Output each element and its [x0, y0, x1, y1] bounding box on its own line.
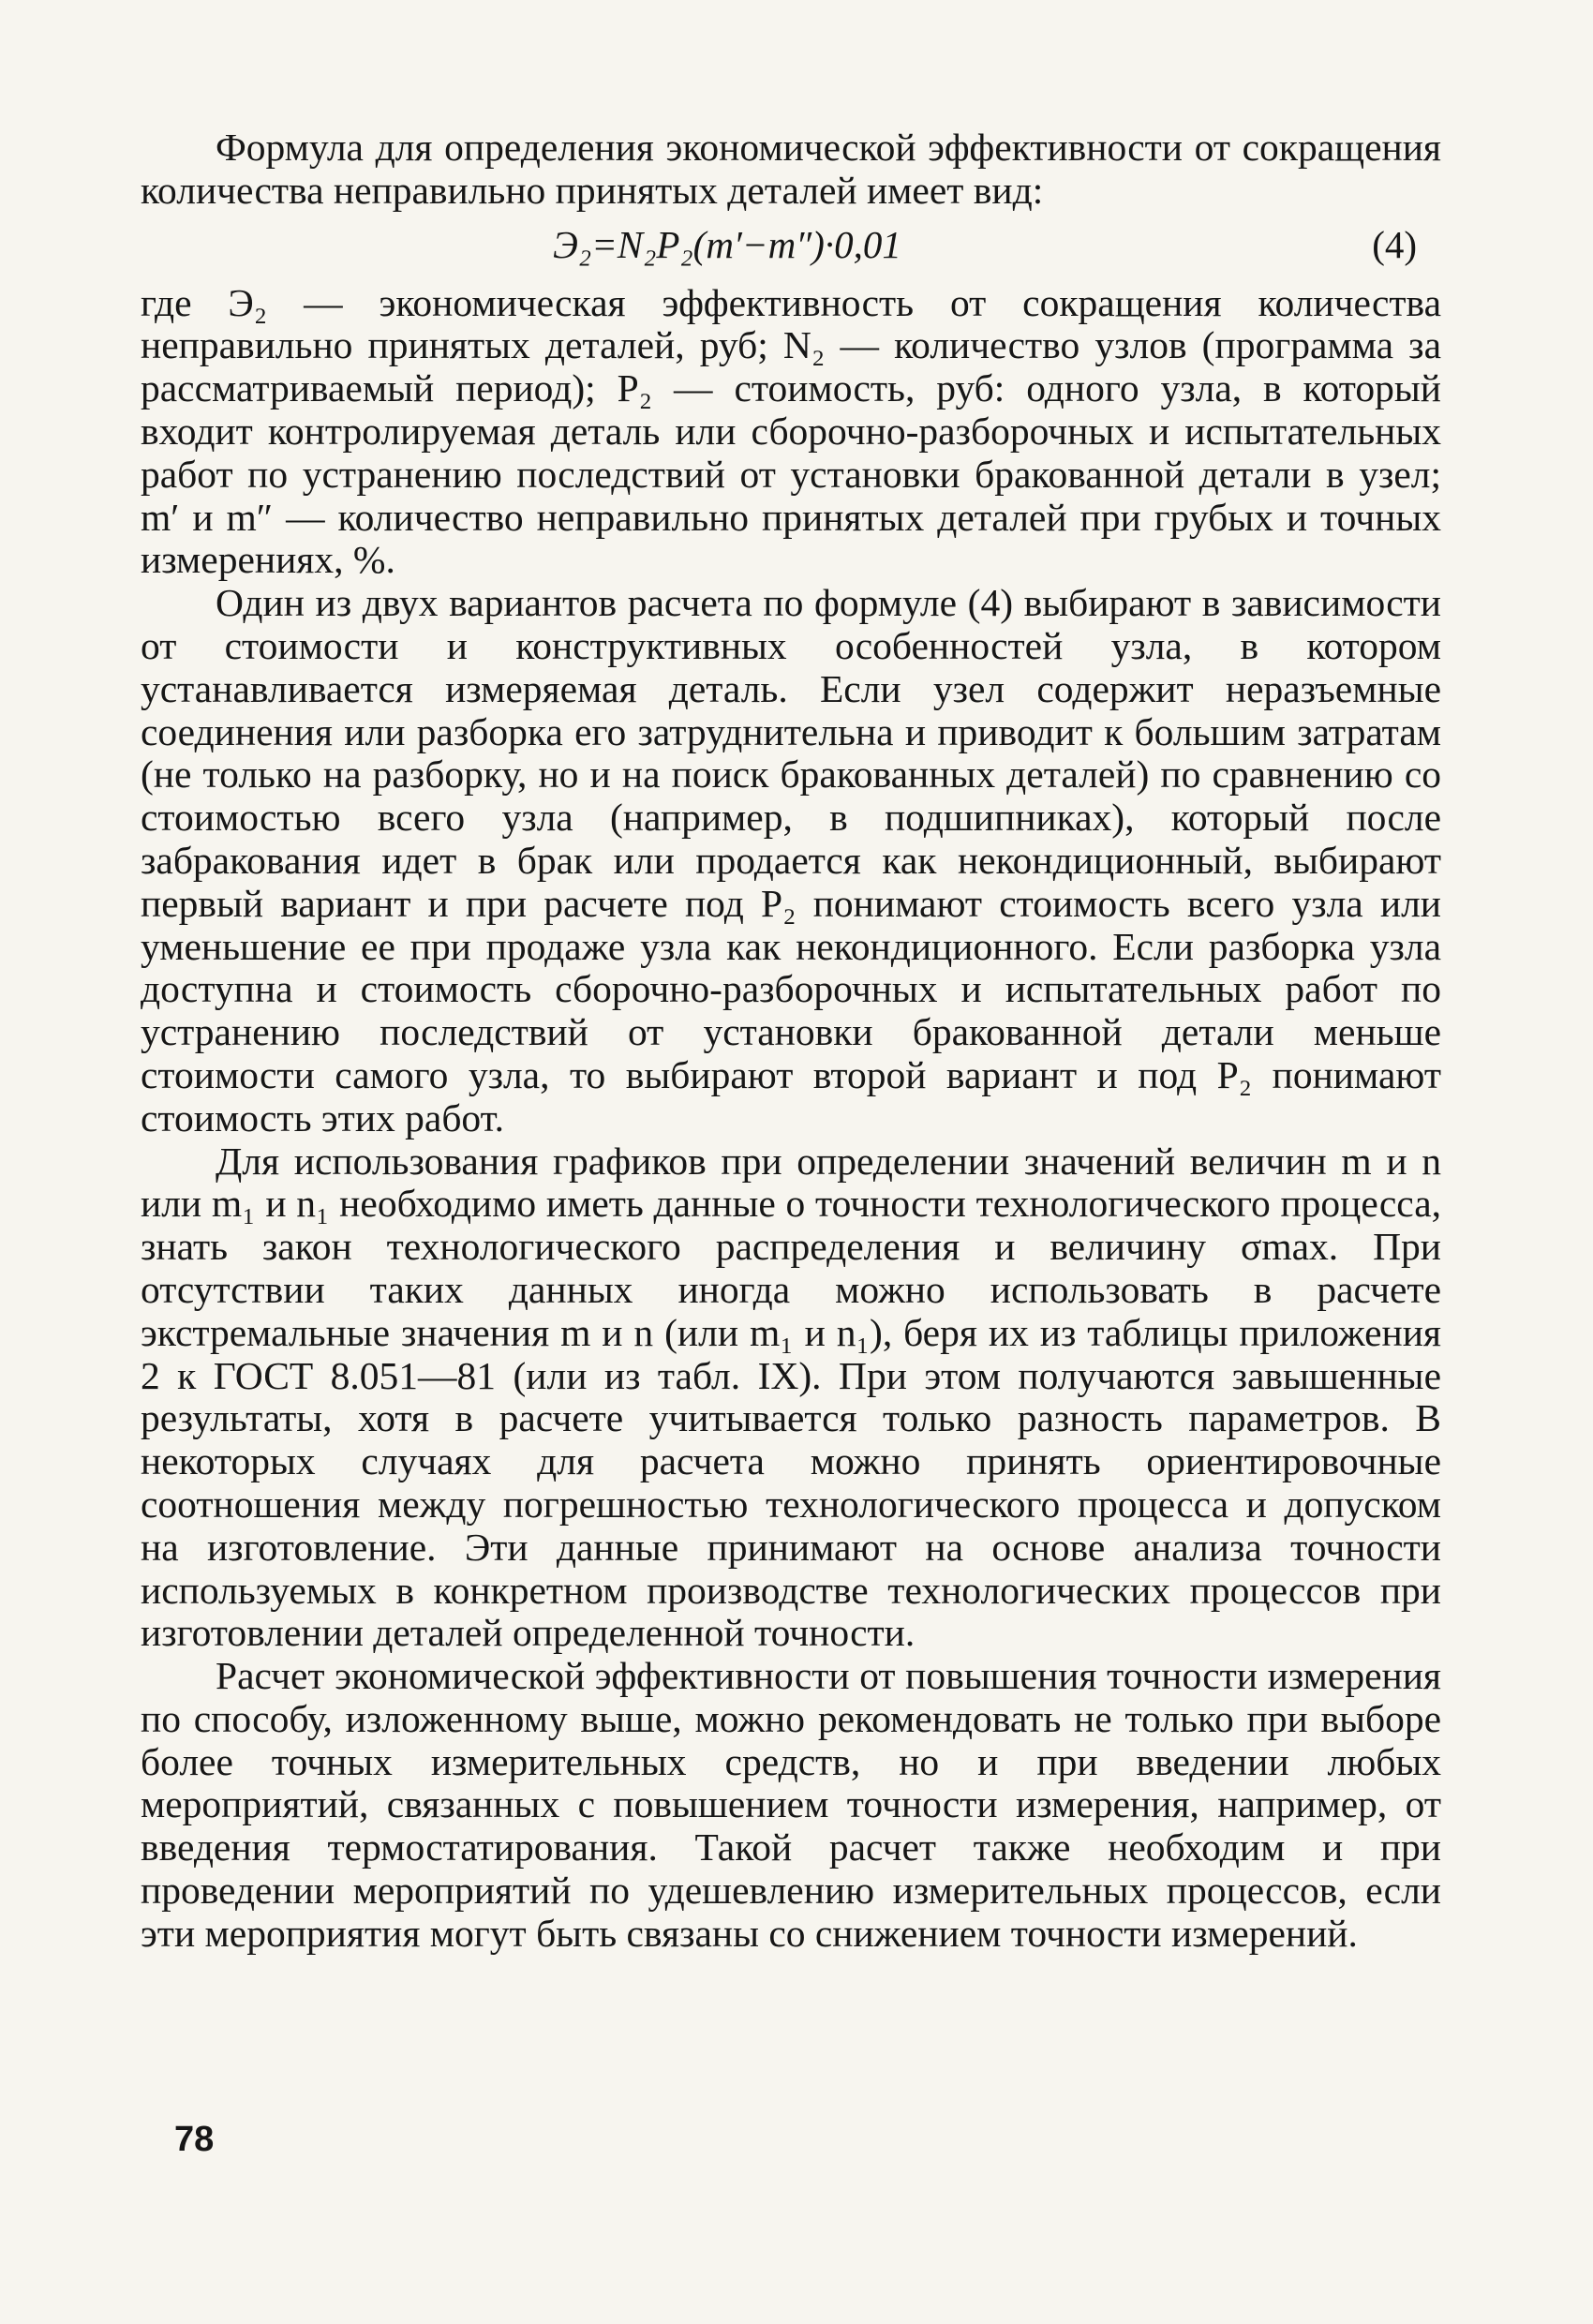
page-number: 78: [174, 2120, 215, 2159]
paragraph-graphs: Для использования графиков при определении значений величин m и n или m₁ и n₁ необходимо иметь данные о точности технологического процесса, знать закон технологического распределения и величину σmax. При отсутствии таких данных иногда можно использовать в расчете экстремальные значения m и n (или m₁ и n₁), беря их из таблицы приложения 2 к ГОСТ 8.051—81 (или из табл. IX). При этом получаются завышенные результаты, хотя в расчете учитывается только разность параметров. В некоторых случаях для расчета можно принять ориентировочные соотношения между погрешностью технологического процесса и допуском на изготовление. Эти данные принимают на основе анализа точности используемых в конкретном производстве технологических процессов при изготовлении деталей определенной точности.: [141, 1139, 1441, 1655]
paragraph-recommendation: Расчет экономической эффективности от повышения точности измерения по способу, изложенному выше, можно рекомендовать не только при выборе более точных измерительных средств, но и при введении любых мероприятий, связанных с повышением точности измерения, например, от введения термостатирования. Такой расчет также необходим и при проведении мероприятий по удешевлению измерительных процессов, если эти мероприятия могут быть связаны со снижением точности измерений.: [141, 1654, 1441, 1955]
page-body: [141, 127, 1441, 1956]
formula-number: (4): [1372, 222, 1417, 266]
where-paragraph: где Э₂ — экономическая эффективность от сокращения количества неправильно принятых деталей, руб; N₂ — количество узлов (программа за рассматриваемый период); P₂ — стоимость, руб: одного узла, в который входит контролируемая деталь или сборочно-разборочных и испытательных работ по устранению последствий от установки бракованной детали в узел; m′ и m″ — количество неправильно принятых деталей при грубых и точных измерениях, %.: [141, 280, 1441, 582]
formula-row: [141, 213, 1441, 282]
formula: Э₂=N₂P₂(m′−m″)·0,01: [553, 222, 901, 266]
intro-paragraph: Формула для определения экономической эффективности от сокращения количества неправильно принятых деталей имеет вид:: [141, 126, 1441, 212]
paragraph-variants: Один из двух вариантов расчета по формуле (4) выбирают в зависимости от стоимости и конструктивных особенностей узла, в котором устанавливается измеряемая деталь. Если узел содержит неразъемные соединения или разборка его затруднительна и приводит к большим затратам (не только на разборку, но и на поиск бракованных деталей) по сравнению со стоимостью всего узла (например, в подшипниках), который после забракования идет в брак или продается как некондиционный, выбирают первый вариант и при расчете под P₂ понимают стоимость всего узла или уменьшение ее при продаже узла как некондиционного. Если разборка узла доступна и стоимость сборочно-разборочных и испытательных работ по устранению последствий от установки бракованной детали меньше стоимости самого узла, то выбирают второй вариант и под P₂ понимают стоимость этих работ.: [141, 581, 1441, 1140]
